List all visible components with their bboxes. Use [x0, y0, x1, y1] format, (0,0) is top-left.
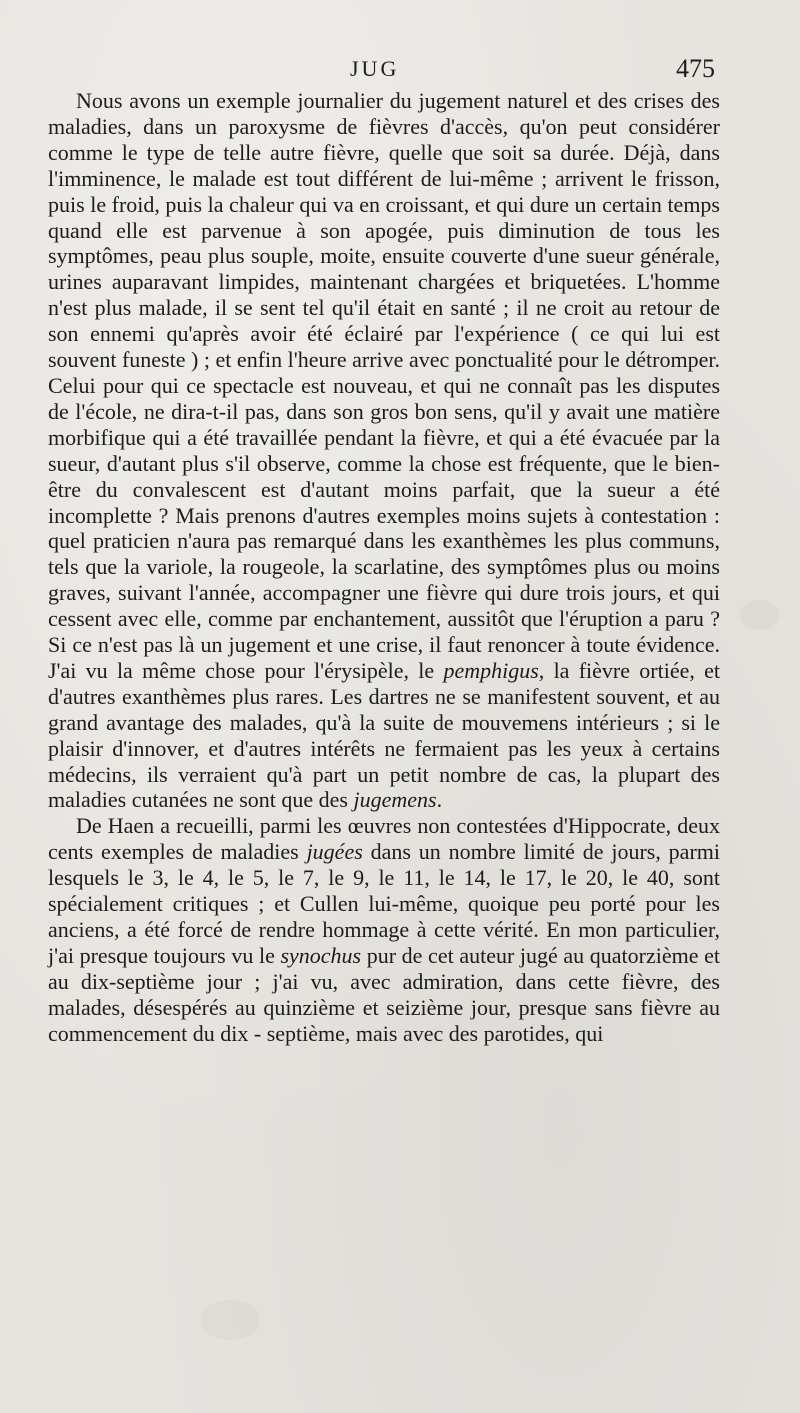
paragraph-1-text-end: .: [436, 787, 443, 813]
paper-spot: [200, 1300, 260, 1340]
paragraph-2-text-a: De Haen a recueilli, parmi les œuvres non contestées d'Hippocrate, deux cents exemples de maladies: [48, 813, 720, 865]
body-text: [48, 88, 720, 1047]
running-head-title: JUG: [350, 56, 400, 81]
paragraph-2-italic-synochus: synochus: [280, 942, 362, 968]
paragraph-2-italic-jugees: jugées: [306, 839, 363, 865]
paragraph-2-text-c: pur de cet auteur jugé au quatorzième et au dix-septième jour ; j'ai vu, avec admiration, dans cette fièvre, des malades, désespérés au quinzième et seizième jour, presque sans fièvre au commencement du dix - septième, mais avec des parotides, qui: [48, 942, 720, 1046]
paragraph-2-text-b: dans un nombre limité de jours, parmi lesquels le 3, le 4, le 5, le 7, le 9, le 11, le 14, le 17, le 20, le 40, sont spécialement critiques ; et Cullen lui-même, quoique peu porté pour les anciens, a été forcé de rendre hommage à cette vérité. En mon particulier, j'ai presque toujours vu le: [48, 839, 720, 968]
paragraph-1-text-b: , la fièvre ortiée, et d'autres exanthèmes plus rares. Les dartres ne se manifestent souvent, et au grand avantage des malades, qu'à la suite de mouvemens intérieurs ; si le plaisir d'innover, et d'autres intérêts ne fermaient pas les yeux à certains médecins, ils verraient qu'à part un petit nombre de cas, la plupart des maladies cutanées ne sont que des: [48, 657, 720, 813]
paper-spot: [740, 600, 780, 630]
paragraph-1: [48, 88, 720, 813]
paragraph-2: [48, 813, 720, 1046]
paragraph-1-italic-pemphigus: pemphigus: [443, 657, 539, 683]
paragraph-1-text-a: Nous avons un exemple journalier du jugement naturel et des crises des maladies, dans un paroxysme de fièvres d'accès, qu'on peut considérer comme le type de telle autre fièvre, quelle que soit sa durée. Déjà, dans l'imminence, le malade est tout différent de lui-même ; arrivent le frisson, puis le froid, puis la chaleur qui va en croissant, et qui dure un certain temps quand elle est parvenue à son apogée, puis diminution de tous les symptômes, peau plus souple, moite, ensuite couverte d'une sueur générale, urines auparavant limpides, maintenant chargées et briquetées. L'homme n'est plus malade, il se sent tel qu'il était en santé ; il ne croit au retour de son ennemi qu'après avoir été éclairé par l'expérience ( ce qui lui est souvent funeste ) ; et enfin l'heure arrive avec ponctualité pour le détromper. Celui pour qui ce spectacle est nouveau, et qui ne connaît pas les disputes de l'école, ne dira-t-il pas, dans son gros bon sens, qu'il y avait une matière morbifique qui a été travaillée pendant la fièvre, et qui a été évacuée par la sueur, d'autant plus s'il observe, comme la chose est fréquente, que le bien-être du convalescent est d'autant moins parfait, que la sueur a été incomplette ? Mais prenons d'autres exemples moins sujets à contestation : quel praticien n'aura pas remarqué dans les exanthèmes les plus communs, tels que la variole, la rougeole, la scarlatine, des symptômes plus ou moins graves, suivant l'année, accompagner une fièvre qui dure trois jours, et qui cessent avec elle, comme par enchantement, aussitôt que l'éruption a paru ? Si ce n'est pas là un jugement et une crise, il faut renoncer à toute évidence. J'ai vu la même chose pour l'érysipèle, le: [48, 88, 720, 683]
page-number: 475: [676, 54, 715, 83]
paragraph-1-italic-jugemens: jugemens: [353, 787, 437, 813]
